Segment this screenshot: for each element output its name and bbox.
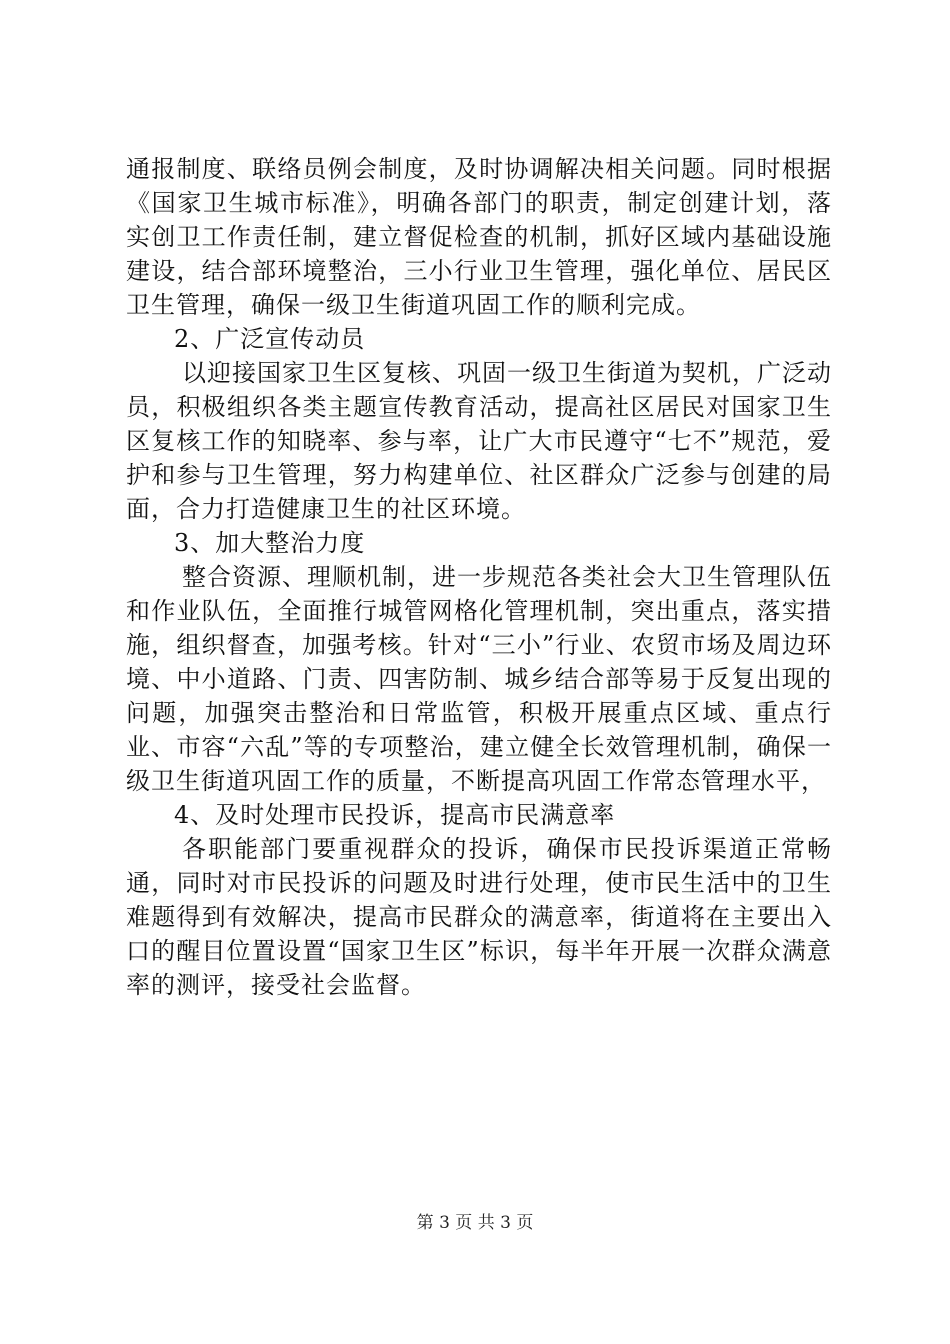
page-footer: 第 3 页 共 3 页 — [416, 1213, 534, 1233]
section-heading-rectification: 3、加大整治力度 — [174, 529, 366, 557]
paragraph-rectification: 整合资源、理顺机制，进一步规范各类社会大卫生管理队伍和作业队伍，全面推行城管网格化管理机制，突出重点，落实措施，组织督查，加强考核。针对“三小”行业、农贸市场及周边环境、中小道路、门责、四害防制、城乡结合部等易于反复出现的问题，加强突击整治和日常监管，积极开展重点区域、重点行业、市容“六乱”等的专项整治，建立健全长效管理机制，确保一级卫生街道巩固工作的质量，不断提高巩固工作常态管理水平， — [126, 563, 832, 795]
paragraph-publicity: 以迎接国家卫生区复核、巩固一级卫生街道为契机，广泛动员，积极组织各类主题宣传教育活动，提高社区居民对国家卫生区复核工作的知晓率、参与率，让广大市民遵守“七不”规范，爱护和参与卫生管理，努力构建单位、社区群众广泛参与创建的局面，合力打造健康卫生的社区环境。 — [126, 359, 832, 523]
paragraph-complaints: 各职能部门要重视群众的投诉，确保市民投诉渠道正常畅通，同时对市民投诉的问题及时进行处理，使市民生活中的卫生难题得到有效解决，提高市民群众的满意率，街道将在主要出入口的醒目位置设置“国家卫生区”标识，每半年开展一次群众满意率的测评，接受社会监督。 — [126, 835, 832, 999]
paragraph-responsibility: 通报制度、联络员例会制度，及时协调解决相关问题。同时根据《国家卫生城市标准》，明确各部门的职责，制定创建计划，落实创卫工作责任制，建立督促检查的机制，抓好区域内基础设施建设，结合部环境整治，三小行业卫生管理，强化单位、居民区卫生管理，确保一级卫生街道巩固工作的顺利完成。 — [126, 155, 832, 319]
document-body — [126, 152, 832, 1002]
section-heading-complaints: 4、及时处理市民投诉，提高市民满意率 — [174, 801, 616, 829]
section-heading-publicity: 2、广泛宣传动员 — [174, 325, 366, 353]
